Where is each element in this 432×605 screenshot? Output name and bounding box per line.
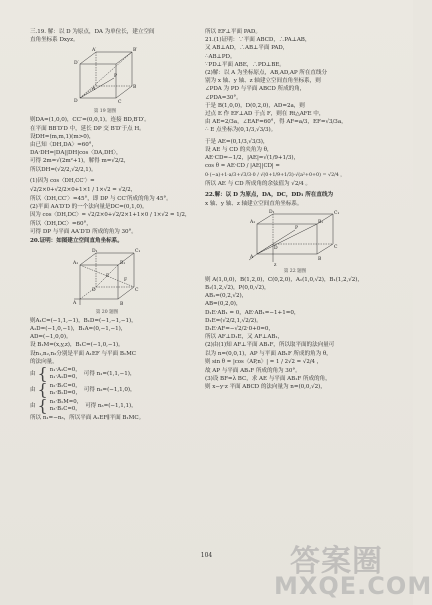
text-line: 则 x−y·z 平面 ABCD 的法向量为 n=(0,0,√2)， bbox=[205, 384, 326, 391]
equation-result: 可得 n₃=(−1,1,1)， bbox=[85, 402, 137, 409]
text-line: (3)设 BF=λ BC，求 AE 与平面 AB₁F 所成的角， bbox=[205, 376, 331, 383]
formula-line: 因为 cos〈DH,DC〉= √2/2×0+√2/2×1+1×0 / 1×√2 = 1/2， bbox=[30, 212, 191, 219]
formula-line: 则 sin θ = |cos〈AP,n〉| = 1 / 2√2 = √2/4 ， bbox=[205, 358, 323, 365]
text-line: 所以DH=(√2/2,√2/2,1)。 bbox=[30, 166, 97, 173]
text-line: A₁D=(−1,0,−1)，B₁A=(0,−1,−1)， bbox=[30, 326, 127, 333]
text-line: 则A₁C=(−1,1,−1)，B₁D=(−1,−1,−1)， bbox=[30, 317, 137, 324]
svg-text:D′: D′ bbox=[74, 61, 79, 67]
equation-system: 由 { n₁·A₁C=0， n₁·A₁D=0， 可得 n₁=(1,1,−1)， bbox=[30, 364, 136, 384]
svg-text:B₁: B₁ bbox=[120, 260, 126, 266]
svg-text:D: D bbox=[274, 245, 278, 251]
svg-text:D₁: D₁ bbox=[92, 248, 98, 254]
svg-text:A′: A′ bbox=[92, 48, 97, 54]
text-line: ∵PD⊥平面 ABE，∴PD⊥BE。 bbox=[205, 61, 285, 68]
equation-result: 可得 n₂=(−1,1,0)， bbox=[83, 386, 136, 393]
text-line: AB=(0,2,0)， bbox=[205, 301, 242, 308]
text-line: 在平面 BB′D′D 中，延长 DP 交 B′D′于点 H。 bbox=[30, 125, 145, 132]
text-line: x 轴、y 轴、z 轴建立空间直角坐标系。 bbox=[205, 200, 303, 207]
svg-text:B: B bbox=[318, 256, 322, 262]
text-line: 20.证明：如图建立空间直角坐标系。 bbox=[30, 237, 123, 244]
text-line: 直角坐标系 Dxyz。 bbox=[30, 37, 79, 44]
svg-text:E: E bbox=[106, 273, 110, 279]
text-line: 设n₁,n₂,n₃分别是平面 A₁EF 与平面 B₁MC bbox=[30, 350, 136, 357]
equation: n₃·B₁M=0， bbox=[49, 398, 83, 405]
text-line: D₁E·AF=−√2/2·0+0=0， bbox=[205, 326, 274, 333]
equation-system: 由 { n₂·B₁C=0， n₂·B₁D=0， 可得 n₂=(−1,1,0)， bbox=[30, 380, 136, 400]
watermark-logo bbox=[270, 536, 432, 602]
text-line: (2)由(1)知 AF⊥平面 AB₁F，所以取平面的法向量可 bbox=[205, 342, 335, 349]
equation: n₃·B₁C=0， bbox=[49, 406, 81, 413]
text-line: 故 AP 与平面 AB₁F 所成的角为 30°。 bbox=[205, 367, 301, 374]
left-column bbox=[30, 28, 208, 422]
svg-text:D₁: D₁ bbox=[269, 209, 275, 215]
text-line: 设DH=(m,m,1)(m>0)， bbox=[30, 133, 95, 140]
svg-text:z: z bbox=[274, 262, 277, 268]
watermark-url: MXQE.COM bbox=[274, 572, 432, 600]
text-line: D₁E·AB₁ = 0，AE·AB₁=−1+1=0， bbox=[205, 309, 300, 316]
figure-19 bbox=[70, 46, 140, 114]
equation: n₁·A₁C=0， bbox=[49, 366, 81, 373]
formula-line: 0·(−a)+1·a/3+√3/3·0 / √(0+1/9+1/3)·√(a²+0+0) = √2/4 ， bbox=[205, 173, 346, 179]
problem-22-body bbox=[205, 276, 383, 392]
text-line: 于是 AE=(0,1/3,√3/3)， bbox=[205, 138, 269, 145]
box-diagram bbox=[245, 210, 345, 268]
svg-text:B: B bbox=[133, 85, 137, 91]
text-line: 所以 EF⊥平面 PAD。 bbox=[205, 29, 261, 35]
svg-text:A: A bbox=[92, 87, 96, 93]
svg-text:B′: B′ bbox=[133, 48, 138, 54]
text-line: 别为 x 轴、y 轴、z 轴建立空间直角坐标系，则 bbox=[205, 78, 321, 85]
text-line: AB₁=(0,2,√2)， bbox=[205, 293, 248, 300]
text-line: 由已知〈DH,DA〉=60°， bbox=[30, 142, 98, 149]
svg-text:P: P bbox=[114, 74, 118, 80]
formula-line: √2/2×0+√2/2×0+1×1 / 1×√2 = √2/2， bbox=[30, 186, 137, 193]
text-line: 过点 E 作 EF⊥AD 于点 F，则在 Rt△AFE 中， bbox=[205, 111, 325, 118]
text-line: ∴ E 点坐标为(0,1/3,√3/3)。 bbox=[205, 127, 277, 134]
equation-system: 由 { n₃·B₁M=0， n₃·B₁C=0， 可得 n₃=(−1,1,1)， bbox=[30, 396, 137, 416]
text-line: 所以 n₁=−n₃，所以平面 A₁EF∥平面 B₁MC。 bbox=[30, 415, 145, 422]
text-line: ∴AB⊥PD。 bbox=[205, 53, 236, 60]
problem-19-body bbox=[30, 116, 208, 236]
svg-text:P: P bbox=[295, 225, 299, 231]
text-line: 可得 DP 与平面 AA′D′D 所成的角为 30°。 bbox=[30, 229, 137, 236]
equation: n₁·A₁D=0， bbox=[49, 374, 81, 381]
text-line: 21.(1)证明：∵平面 ABCD，∴PA⊥AB， bbox=[205, 37, 311, 44]
equation: n₂·B₁C=0， bbox=[49, 382, 81, 389]
text-line: 22.解：以 D 为原点，DA，DC，DD₁ 所在直线为 bbox=[205, 192, 333, 199]
text-line: 则 A(1,0,0)，B(1,2,0)，C(0,2,0)，A₁(1,0,√2)，B₁(1,2,√2)， bbox=[205, 276, 363, 283]
figure-20 bbox=[70, 247, 144, 315]
text-line: AE·CD=−1/2，|AE|=√(1/9+1/3)， bbox=[205, 155, 300, 162]
svg-text:A: A bbox=[250, 254, 254, 260]
svg-text:A₁: A₁ bbox=[73, 260, 79, 266]
svg-text:B: B bbox=[120, 301, 124, 307]
svg-text:A₁: A₁ bbox=[250, 219, 256, 225]
figure-caption: 第 22 题图 bbox=[283, 268, 307, 274]
text-line: 可得 2m=√(2m²+1)，解得 m=√2/2， bbox=[30, 158, 130, 165]
text-line: D₁E=(√2/2,1,√2/2)。 bbox=[205, 317, 262, 324]
problem-19-intro bbox=[30, 28, 208, 44]
svg-text:F: F bbox=[124, 277, 128, 283]
text-line: 所以〈DH,CC′〉=45°，即 DP 与 CC′所成的角为 45°。 bbox=[30, 195, 172, 202]
figure-caption: 第 19 题图 bbox=[93, 109, 117, 115]
text-line: AD=(−1,0,0)。 bbox=[30, 334, 72, 341]
watermark-text: 答案圈 bbox=[290, 544, 383, 579]
equation: n₂·B₁D=0， bbox=[49, 390, 81, 397]
formula-line: cos θ = AE·CD / |AE||CD| = bbox=[205, 163, 280, 170]
equation-result: 可得 n₁=(1,1,−1)， bbox=[83, 370, 136, 377]
problem-20-intro bbox=[30, 237, 208, 245]
text-line: 以为 n=(0,0,1)，AP 与平面 AB₁F 所成的角为 θ， bbox=[205, 350, 332, 357]
svg-text:B₁: B₁ bbox=[318, 219, 324, 225]
text-line: (2)平面 AA′D′D 的一个法向量是DC=(0,1,0)。 bbox=[30, 204, 148, 211]
text-line: (2)解：以 A 为坐标原点，AB,AD,AP 所在直线分 bbox=[205, 70, 327, 77]
text-line: 又 AB⊥AD，∴AB⊥平面 PAD， bbox=[205, 45, 289, 52]
text-line: 设 AE 与 CD 的夹角为 θ， bbox=[205, 146, 273, 153]
text-line: 的法向量， bbox=[30, 358, 58, 365]
text-line: 由 AE=2/3a，∠EAF=60°，得 AF=a/3，EF=√3/3a， bbox=[205, 119, 347, 126]
svg-text:C₁: C₁ bbox=[334, 210, 340, 216]
text-line: B₁(1,2,√2)，P(0,0,√2)， bbox=[205, 285, 270, 292]
text-line: ∠PDA 为 PD 与平面 ABCD 所成的角， bbox=[205, 86, 306, 93]
svg-text:D: D bbox=[92, 287, 96, 293]
problem-20-body bbox=[30, 317, 208, 422]
svg-text:C: C bbox=[334, 244, 338, 250]
problem-22-intro bbox=[205, 191, 383, 207]
text-line: 所以 AF⊥D₁E，又 AF⊥AB₁， bbox=[205, 334, 284, 341]
text-line: 三.19. 解：以 D 为原点，DA 为单位长，建立空间 bbox=[30, 29, 155, 35]
cube-diagram bbox=[70, 46, 140, 108]
text-line: 则DA=(1,0,0)，CC′=(0,0,1)。连接 BD,B′D′。 bbox=[30, 117, 150, 124]
text-line: 所以〈DH,DC〉=60°， bbox=[30, 221, 92, 228]
svg-text:D: D bbox=[74, 99, 78, 105]
svg-text:C: C bbox=[118, 100, 122, 106]
text-line: 于是 B(1,0,0)，D(0,2,0)，AD=2a，则 bbox=[205, 102, 305, 109]
cube-diagram bbox=[70, 247, 144, 309]
text-line: ∠PDA=30°。 bbox=[205, 94, 242, 101]
right-column bbox=[205, 28, 383, 392]
svg-text:A: A bbox=[73, 300, 77, 306]
figure-22 bbox=[245, 210, 345, 274]
problem-21 bbox=[205, 28, 383, 188]
svg-text:C₁: C₁ bbox=[135, 248, 141, 254]
formula-line: (1)因为 cos〈DH,CC′〉= bbox=[30, 177, 95, 184]
text-line: DA·DH=|DA||DH|cos〈DA,DH〉， bbox=[30, 150, 122, 157]
text-line: 设 B₁M=(x,y,z)，B₁C=(−1,0,−1)。 bbox=[30, 342, 124, 349]
figure-caption: 第 20 题图 bbox=[95, 309, 119, 315]
page-number: 104 bbox=[200, 552, 213, 559]
svg-text:C: C bbox=[135, 287, 139, 293]
text-line: 所以 AE 与 CD 所成角的余弦值为 √2/4 。 bbox=[205, 181, 311, 188]
